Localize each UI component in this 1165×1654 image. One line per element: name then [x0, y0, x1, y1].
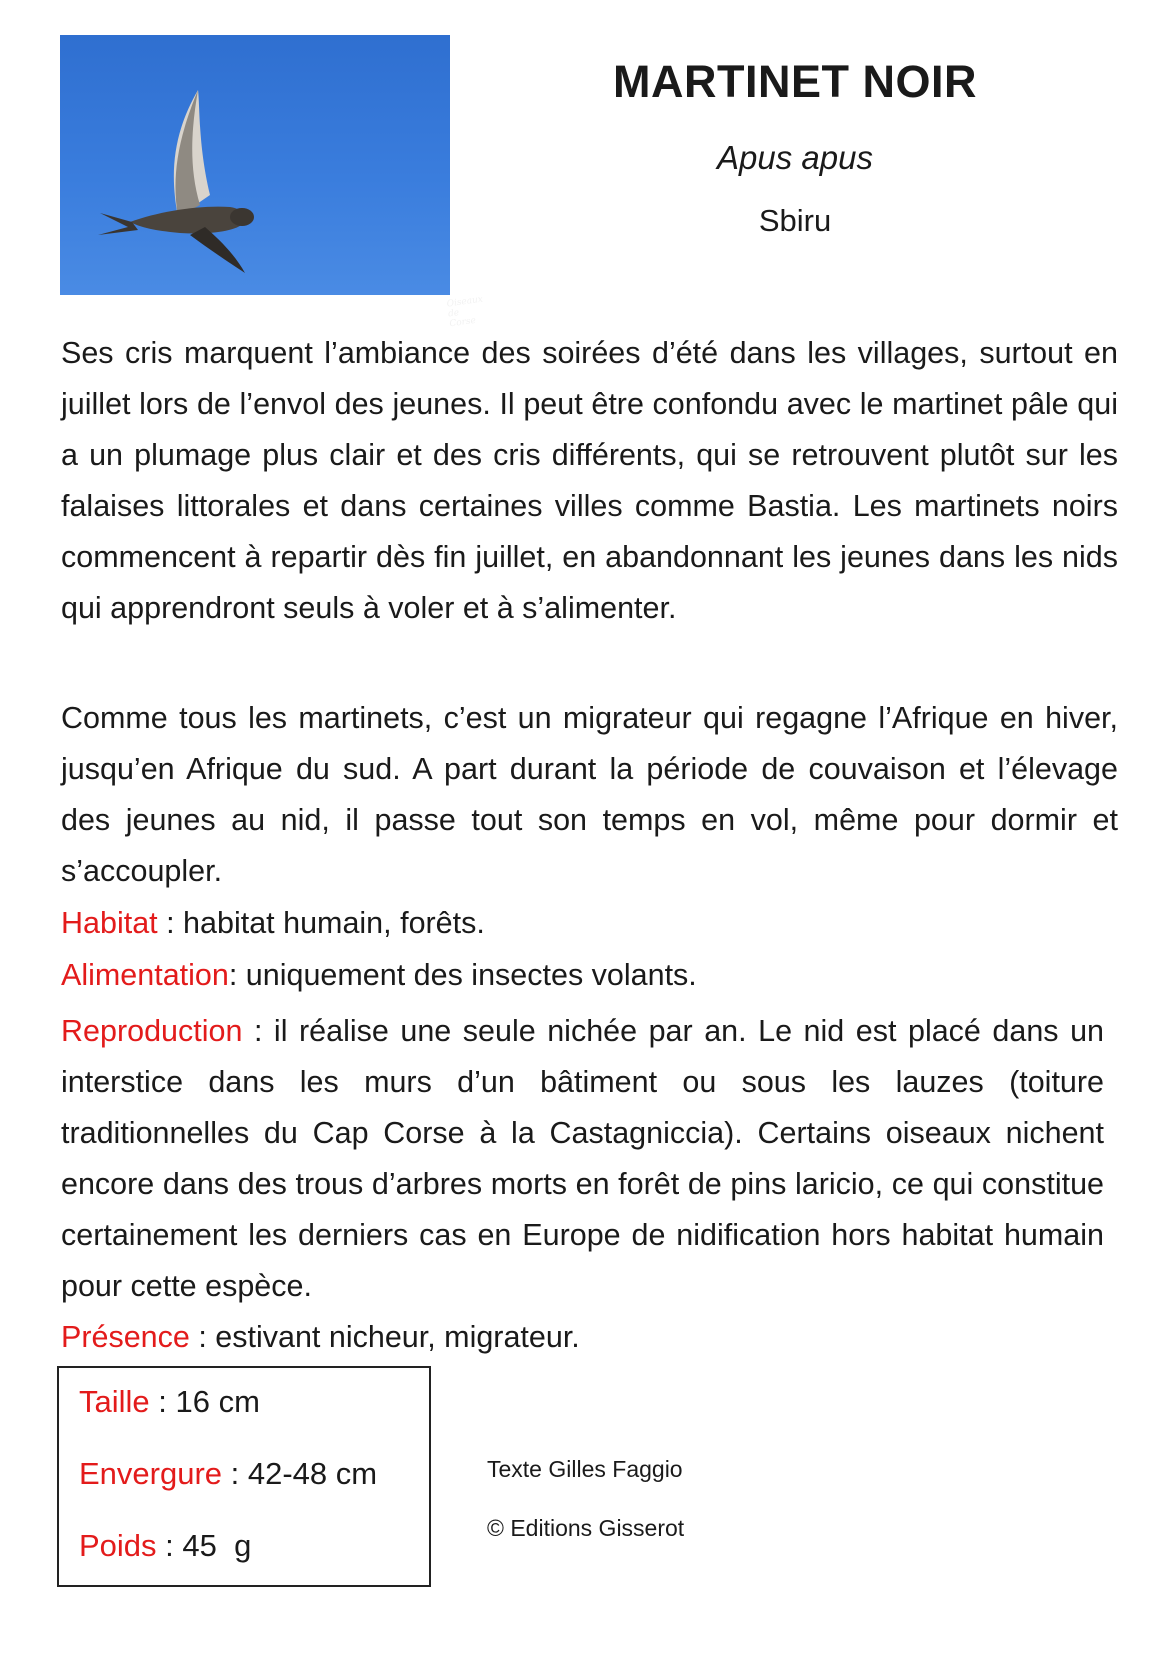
- alimentation-value: : uniquement des insectes volants.: [228, 958, 697, 992]
- taille-label: Taille: [79, 1384, 150, 1419]
- reproduction-line: [61, 1006, 1104, 1312]
- presence-value: : estivant nicheur, migrateur.: [189, 1320, 580, 1354]
- text-author-credit: Texte Gilles Faggio: [487, 1456, 683, 1482]
- stats-box: [57, 1366, 431, 1587]
- local-name: Sbiru: [758, 203, 832, 238]
- alimentation-line: [61, 950, 1118, 1001]
- alimentation-label: Alimentation: [61, 958, 229, 992]
- reproduction-label: Reproduction: [61, 1014, 243, 1048]
- latin-name: Apus apus: [717, 139, 873, 176]
- reproduction-value: : il réalise une seule nichée par an. Le nid est placé dans un interstice dans les murs d’un bâtiment ou sous les lauzes (toiture traditionnelles du Cap Corse à la Castagniccia). Certains oiseaux nichent encore dans des trous d’arbres morts en forêt de pins laricio, ce qui constitue certainement les derniers cas en Europe de nidification hors habitat humain pour cette espèce.: [61, 1014, 1104, 1303]
- paragraph-migration: Comme tous les martinets, c’est un migrateur qui regagne l’Afrique en hiver, jusqu’en Afrique du sud. A part durant la période de couvaison et l’élevage des jeunes au nid, il passe tout son temps en vol, même pour dormir et s’accoupler.: [61, 701, 1118, 888]
- paragraph-description: Ses cris marquent l’ambiance des soirées d’été dans les villages, surtout en juillet lors de l’envol des jeunes. Il peut être confondu avec le martinet pâle qui a un plumage plus clair et des cris différents, qui se retrouvent plutôt sur les falaises littorales et dans certaines villes comme Bastia. Les martinets noirs commencent à repartir dès fin juillet, en abandonnant les jeunes dans les nids qui apprendront seuls à voler et à s’alimenter.: [61, 336, 1118, 625]
- presence-label: Présence: [61, 1320, 190, 1354]
- title-block: [560, 50, 1030, 242]
- photo-signature: [446, 295, 486, 330]
- envergure-value: : 42-48 cm: [222, 1456, 378, 1491]
- presence-line: [61, 1312, 1118, 1363]
- signature-line-2: de Corse: [447, 308, 477, 330]
- envergure-label: Envergure: [79, 1456, 223, 1491]
- habitat-line: [61, 898, 1118, 949]
- habitat-label: Habitat: [61, 906, 158, 940]
- stat-poids: [79, 1526, 251, 1566]
- bird-photo: [60, 35, 484, 330]
- swift-bird-icon: [60, 35, 450, 295]
- stat-taille: [79, 1382, 260, 1422]
- taille-value: : 16 cm: [149, 1384, 260, 1419]
- stat-envergure: [79, 1454, 377, 1494]
- signature-line-1: Oiseaux: [446, 294, 484, 310]
- poids-label: Poids: [79, 1528, 157, 1563]
- poids-value: : 45 g: [156, 1528, 252, 1563]
- species-title: MARTINET NOIR: [613, 56, 977, 107]
- habitat-value: : habitat humain, forêts.: [157, 906, 485, 940]
- publisher-credit: © Editions Gisserot: [487, 1515, 685, 1541]
